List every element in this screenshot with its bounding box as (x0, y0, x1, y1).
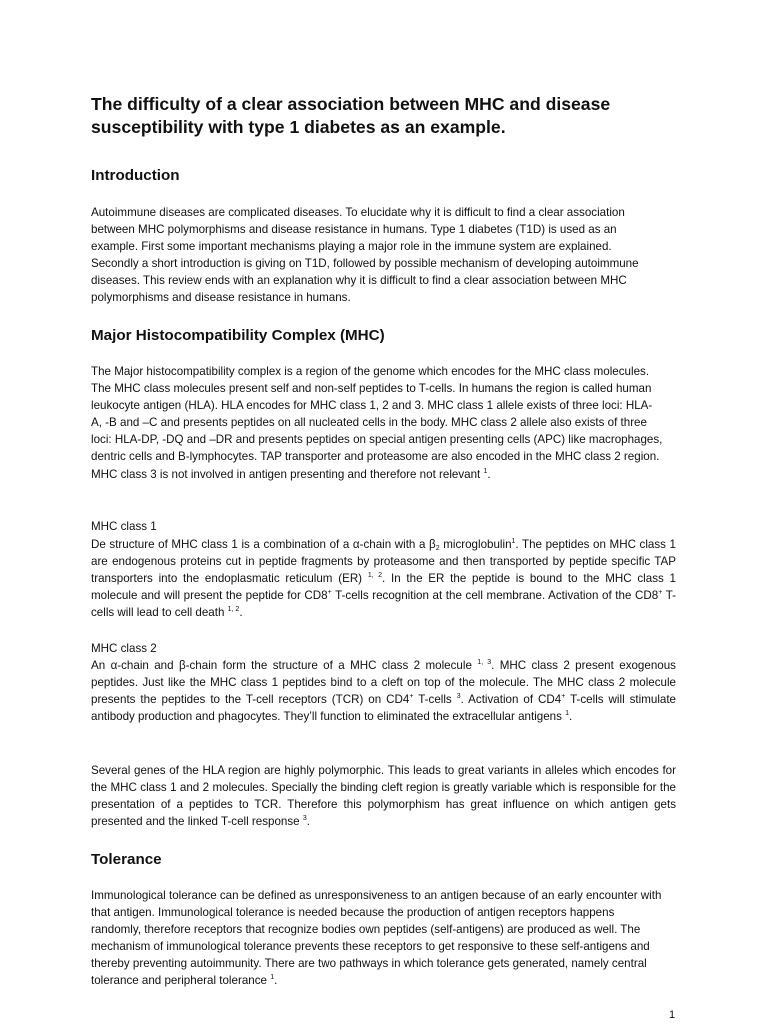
tolerance-paragraph (91, 887, 663, 990)
text-run: . The peptides on MHC class 1 are endogenous proteins cut in peptide fragments by proteasome and then transported by peptide specific TAP transporters into the endoplasmatic reticulum (ER) (91, 538, 676, 586)
document-title: The difficulty of a clear association between MHC and disease susceptibility with type 1 diabetes as an example. (91, 94, 611, 137)
tolerance-heading: Tolerance (91, 851, 162, 868)
superscript-plus: + (409, 693, 414, 701)
reference-mark: 3 (456, 693, 461, 701)
text-run: . (569, 710, 573, 724)
superscript-plus: + (327, 589, 332, 597)
mhc-heading: Major Histocompatibility Complex (MHC) (91, 327, 385, 344)
polymorphism-paragraph (91, 762, 676, 830)
reference-mark: 1, 3 (477, 659, 492, 666)
mhc-class2-heading: MHC class 2 (91, 642, 157, 655)
text-run: T-cells will stimulate antibody production and phagocytes. They’ll function to eliminated the extracellular antigens (91, 693, 677, 724)
text-run: T-cells will lead to cell death (91, 589, 676, 620)
reference-mark: 1 (483, 467, 488, 475)
text-run: . (239, 606, 243, 620)
text-run: . MHC class 2 present exogenous peptides. Just like the MHC class 1 peptides bind to a cleft on top of the molecule. The MHC class 2 molecule presents the peptides to the T-cell receptors (TCR) on CD4 (91, 659, 676, 707)
text-run: De structure of MHC class 1 is a combination of a α-chain with a β (91, 538, 436, 551)
reference-mark: 1 (565, 710, 570, 718)
mhc-class1-heading: MHC class 1 (91, 520, 157, 533)
mhc-paragraph-text: The Major histocompatibility complex is a region of the genome which encodes for the MHC class molecules. The MHC class molecules present self and non-self peptides to T-cells. In humans the region is called human leukocyte antigen (HLA). HLA encodes for MHC class 1, 2 and 3. MHC class 1 allele exists of three loci: HLA-A, -B and –C and presents peptides on all nucleated cells in the body. MHC class 2 allele also exists of three loci: HLA-DP, -DQ and –DR and presents peptides on special antigen presenting cells (APC) like macrophages, dentric cells and B-lymphocytes. TAP transporter and proteasome are also encoded in the MHC class 2 region. MHC class 3 is not involved in antigen presenting and therefore not relevant (91, 365, 663, 481)
reference-mark: 1, 2 (367, 572, 383, 580)
subscript: 2 (435, 545, 440, 552)
text-run: . Activation of CD4 (460, 693, 562, 707)
reference-mark: 1, 2 (227, 606, 240, 614)
mhc-class1-paragraph (91, 536, 676, 621)
page-number: 1 (669, 1009, 676, 1021)
mhc-class2-paragraph (91, 657, 676, 725)
punctuation: . (306, 815, 310, 829)
intro-heading: Introduction (91, 167, 180, 184)
reference-mark: 3 (302, 815, 307, 823)
mhc-paragraph (91, 363, 663, 483)
text-run: An α-chain and β-chain form the structure of a MHC class 2 molecule (91, 659, 478, 672)
punctuation: . (487, 467, 491, 481)
reference-mark: 1 (511, 538, 516, 545)
punctuation: . (274, 974, 278, 988)
text-run: Several genes of the HLA region are highly polymorphic. This leads to great variants in alleles which encodes for the MHC class 1 and 2 molecules. Specially the binding cleft region is greatly variable which is responsible for the presentation of a peptides to TCR. Therefore this polymorphism has great influence on which antigen gets presented and the linked T-cell response (91, 764, 676, 829)
text-run: T-cells recognition at the cell membrane. Activation of the CD8 (331, 589, 659, 603)
text-run: . In the ER the peptide is bound to the MHC class 1 molecule and will present the peptide for CD8 (91, 572, 676, 603)
text-run: Immunological tolerance can be defined as unresponsiveness to an antigen because of an early encounter with that antigen. Immunological tolerance is needed because the production of antigen receptors happens randomly, therefore receptors that recognize bodies own peptides (self-antigens) are produced as well. The mechanism of immunological tolerance prevents these receptors to get responsive to these self-antigens and thereby preventing autoimmunity. There are two pathways in which tolerance gets generated, namely central tolerance and peripheral tolerance (91, 889, 662, 988)
text-run: microglobulin (439, 538, 512, 551)
superscript-plus: + (658, 589, 663, 597)
superscript-plus: + (561, 693, 566, 701)
reference-mark: 1 (270, 974, 275, 982)
intro-paragraph: Autoimmune diseases are complicated diseases. To elucidate why it is difficult to find a clear association between MHC polymorphisms and disease resistance in humans. Type 1 diabetes (T1D) is used as an example. First some important mechanisms playing a major role in the immune system are explained. Secondly a short introduction is giving on T1D, followed by possible mechanism of developing autoimmune diseases. This review ends with an explanation why it is difficult to find a clear association between MHC polymorphisms and disease resistance in humans. (91, 206, 639, 305)
text-run: T-cells (413, 693, 457, 707)
